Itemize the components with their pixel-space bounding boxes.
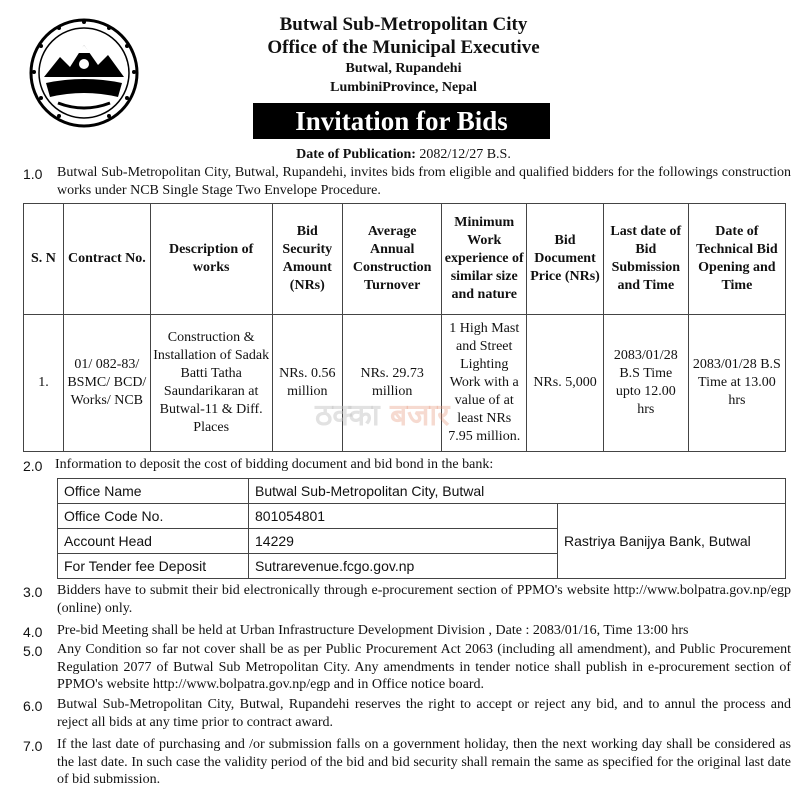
bank-label-office-name: Office Name bbox=[58, 479, 249, 504]
header-experience: Minimum Work experience of similar size and nature bbox=[442, 204, 527, 315]
section-2-number: 2.0 bbox=[23, 458, 43, 474]
section-6-number: 6.0 bbox=[23, 698, 43, 714]
cell-bid-security: NRs. 0.56 million bbox=[272, 315, 343, 452]
bank-label-tender-fee: For Tender fee Deposit bbox=[58, 554, 249, 579]
section-3-text: Bidders have to submit their bid electronically through e-procurement section of PPMO's website http://www.bolpatra.gov.np/egp (online) only. bbox=[57, 583, 791, 616]
table-row bbox=[58, 479, 786, 504]
section-7-text: If the last date of purchasing and /or submission falls on a government holiday, then the next working day shall be considered as the last date. In such case the validity period of the bid and bid security shall remain the same as specified for the original last date of bid submission. bbox=[57, 737, 791, 788]
bank-label-office-code: Office Code No. bbox=[58, 504, 249, 529]
bank-name: Rastriya Banijya Bank, Butwal bbox=[558, 504, 786, 579]
bank-info-table bbox=[57, 478, 786, 579]
cell-contract-no: 01/ 082-83/ BSMC/ BCD/ Works/ NCB bbox=[63, 315, 150, 452]
watermark-part2: बजार bbox=[390, 398, 450, 433]
bank-value-tender-fee: Sutrarevenue.fcgo.gov.np bbox=[249, 554, 558, 579]
header-submission-date: Last date of Bid Submission and Time bbox=[603, 204, 688, 315]
section-4-text: Pre-bid Meeting shall be held at Urban Infrastructure Development Division , Date : 2083/01/16, Time 13:00 hrs bbox=[57, 623, 689, 638]
header-address: Butwal, Rupandehi bbox=[345, 61, 462, 76]
cell-submission-date: 2083/01/28 B.S Time upto 12.00 hrs bbox=[603, 315, 688, 452]
bank-value-office-name: Butwal Sub-Metropolitan City, Butwal bbox=[249, 479, 786, 504]
publication-label: Date of Publication: bbox=[296, 147, 416, 162]
section-1-number: 1.0 bbox=[23, 166, 43, 182]
bank-value-account-head: 14229 bbox=[249, 529, 558, 554]
header-office-name: Office of the Municipal Executive bbox=[267, 37, 540, 58]
header-province: LumbiniProvince, Nepal bbox=[330, 80, 477, 95]
header-doc-price: Bid Document Price (NRs) bbox=[527, 204, 604, 315]
publication-value: 2082/12/27 B.S. bbox=[419, 147, 511, 162]
section-3-number: 3.0 bbox=[23, 584, 43, 600]
header-sn: S. N bbox=[24, 204, 64, 315]
section-4-number: 4.0 bbox=[23, 624, 43, 640]
bank-label-account-head: Account Head bbox=[58, 529, 249, 554]
section-1-text: Butwal Sub-Metropolitan City, Butwal, Rupandehi, invites bids from eligible and qualified bidders for the followings construction works under NCB Single Stage Two Envelope Procedure. bbox=[57, 165, 791, 198]
cell-experience: 1 High Mast and Street Lighting Work with a value of at least NRs 7.95 million. bbox=[442, 315, 527, 452]
cell-doc-price: NRs. 5,000 bbox=[527, 315, 604, 452]
watermark-part1: ठक्का bbox=[315, 398, 380, 433]
cell-description: Construction & Installation of Sadak Batti Tatha Saundarikaran at Butwal-11 & Diff. Places bbox=[150, 315, 272, 452]
cell-turnover: NRs. 29.73 million bbox=[343, 315, 442, 452]
watermark bbox=[315, 393, 449, 434]
header-opening-date: Date of Technical Bid Opening and Time bbox=[688, 204, 785, 315]
table-row bbox=[58, 504, 786, 529]
cell-sn: 1. bbox=[24, 315, 64, 452]
header-description: Description of works bbox=[150, 204, 272, 315]
section-6-text: Butwal Sub-Metropolitan City, Butwal, Rupandehi reserves the right to accept or reject any bid, and to annul the process and reject all bids at any time prior to contract award. bbox=[57, 697, 791, 730]
bid-table-header-row bbox=[24, 204, 786, 315]
section-5-text: Any Condition so far not cover shall be as per Public Procurement Act 2063 (including all amendment), and Public Procurement Regulation 2077 of Butwal Sub Metropolitan City. Any amendments in tender notice shall publish in e-procurement section of PPMO's website http://www.bolpatra.gov.np/egp and in Office notice board. bbox=[57, 642, 791, 693]
cell-opening-date: 2083/01/28 B.S Time at 13.00 hrs bbox=[688, 315, 785, 452]
publication-date bbox=[0, 147, 807, 163]
invitation-banner: Invitation for Bids bbox=[253, 103, 550, 139]
section-2-text: Information to deposit the cost of bidding document and bid bond in the bank: bbox=[55, 457, 494, 472]
header-city-name: Butwal Sub-Metropolitan City bbox=[279, 14, 528, 35]
header-turnover: Average Annual Construction Turnover bbox=[343, 204, 442, 315]
section-5-number: 5.0 bbox=[23, 643, 43, 659]
section-7-number: 7.0 bbox=[23, 738, 43, 754]
header-bid-security: Bid Security Amount (NRs) bbox=[272, 204, 343, 315]
bank-value-office-code: 801054801 bbox=[249, 504, 558, 529]
header-contract-no: Contract No. bbox=[63, 204, 150, 315]
